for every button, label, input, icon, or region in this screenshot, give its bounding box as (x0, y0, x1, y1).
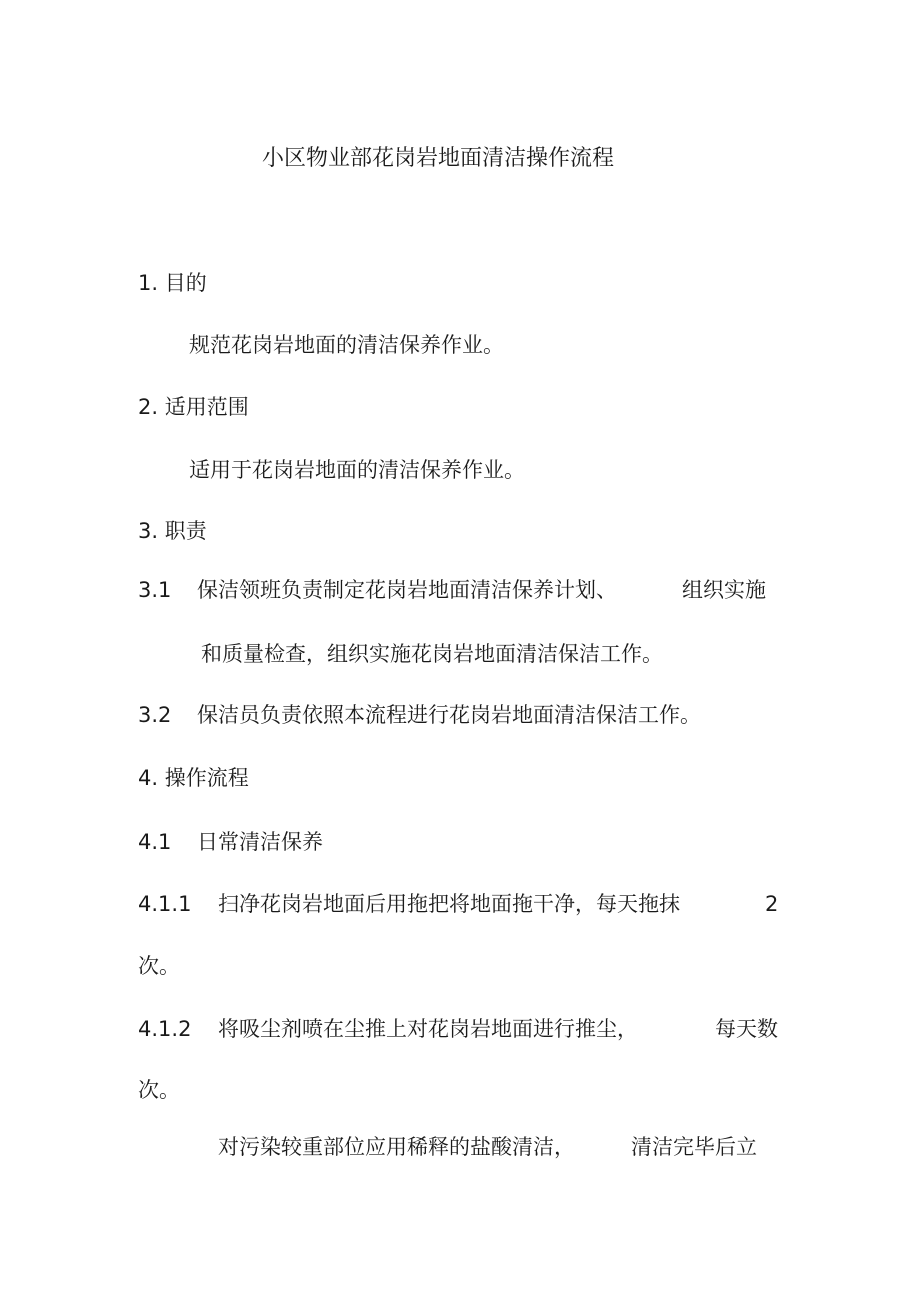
section-4-1-text: 日常清洁保养 (197, 830, 323, 854)
section-4-1-3-text-b: 清洁完毕后立 (631, 1135, 757, 1159)
section-4-1-3-text-a: 对污染较重部位应用稀释的盐酸清洁， (218, 1135, 575, 1159)
section-3-1-number: 3.1 (138, 578, 172, 602)
section-2-body: 适用于花岗岩地面的清洁保养作业。 (189, 458, 525, 482)
section-4-1-1-text-b: 2 (765, 892, 779, 916)
section-3-2-number: 3.2 (138, 703, 172, 727)
section-2-heading: 2. 适用范围 (138, 395, 249, 419)
section-4-1-1-number: 4.1.1 (138, 892, 192, 916)
section-4-heading: 4. 操作流程 (138, 766, 249, 790)
section-3-heading: 3. 职责 (138, 519, 207, 543)
page-title: 小区物业部花岗岩地面清洁操作流程 (262, 146, 615, 171)
section-4-1-1-text-c: 次。 (138, 954, 180, 978)
section-1-body: 规范花岗岩地面的清洁保养作业。 (189, 333, 504, 357)
section-3-2-text: 保洁员负责依照本流程进行花岗岩地面清洁保洁工作。 (197, 703, 701, 727)
section-4-1-2-number: 4.1.2 (138, 1017, 192, 1041)
section-4-1-2-text-c: 次。 (138, 1078, 180, 1102)
section-4-1-2-text-b: 每天数 (715, 1017, 778, 1041)
section-3-1-text-b: 组织实施 (682, 578, 766, 602)
section-4-1-number: 4.1 (138, 830, 172, 854)
section-4-1-1-text-a: 扫净花岗岩地面后用拖把将地面拖干净，每天拖抹 (218, 892, 680, 916)
section-3-1-text-a: 保洁领班负责制定花岗岩地面清洁保养计划、 (197, 578, 617, 602)
section-1-heading: 1. 目的 (138, 271, 207, 295)
section-3-1-text-c: 和质量检查，组织实施花岗岩地面清洁保洁工作。 (201, 642, 663, 666)
section-4-1-2-text-a: 将吸尘剂喷在尘推上对花岗岩地面进行推尘， (218, 1017, 638, 1041)
